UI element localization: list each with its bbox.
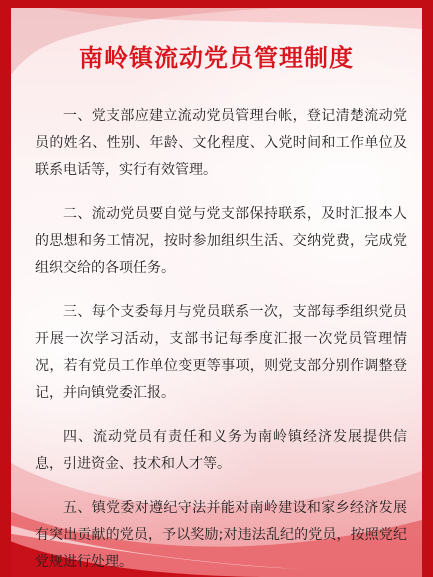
paragraph-1: 一、党支部应建立流动党员管理台帐，登记清楚流动党员的姓名、性别、年龄、文化程度、入党时间和工作单位及联系电话等，实行有效管理。	[35, 108, 407, 178]
document-body	[35, 103, 407, 577]
paragraph-2: 二、流动党员要自觉与党支部保持联系，及时汇报本人的思想和务工情况，按时参加组织生活、交纳党费，完成党组织交给的各项任务。	[35, 206, 407, 276]
paragraph-5: 五、镇党委对遵纪守法并能对南岭建设和家乡经济发展有突出贡献的党员，予以奖励;对违法乱纪的党员，按照党纪党规进行处理。	[35, 500, 407, 570]
document-title: 南岭镇流动党员管理制度	[79, 44, 354, 72]
paragraph-4: 四、流动党员有责任和义务为南岭镇经济发展提供信息，引进资金、技术和人才等。	[35, 429, 407, 472]
paragraph-3: 三、每个支委每月与党员联系一次，支部每季组织党员开展一次学习活动，支部书记每季度汇报一次党员管理情况，若有党员工作单位变更等事项，则党支部分别作调整登记，并向镇党委汇报。	[35, 304, 407, 401]
